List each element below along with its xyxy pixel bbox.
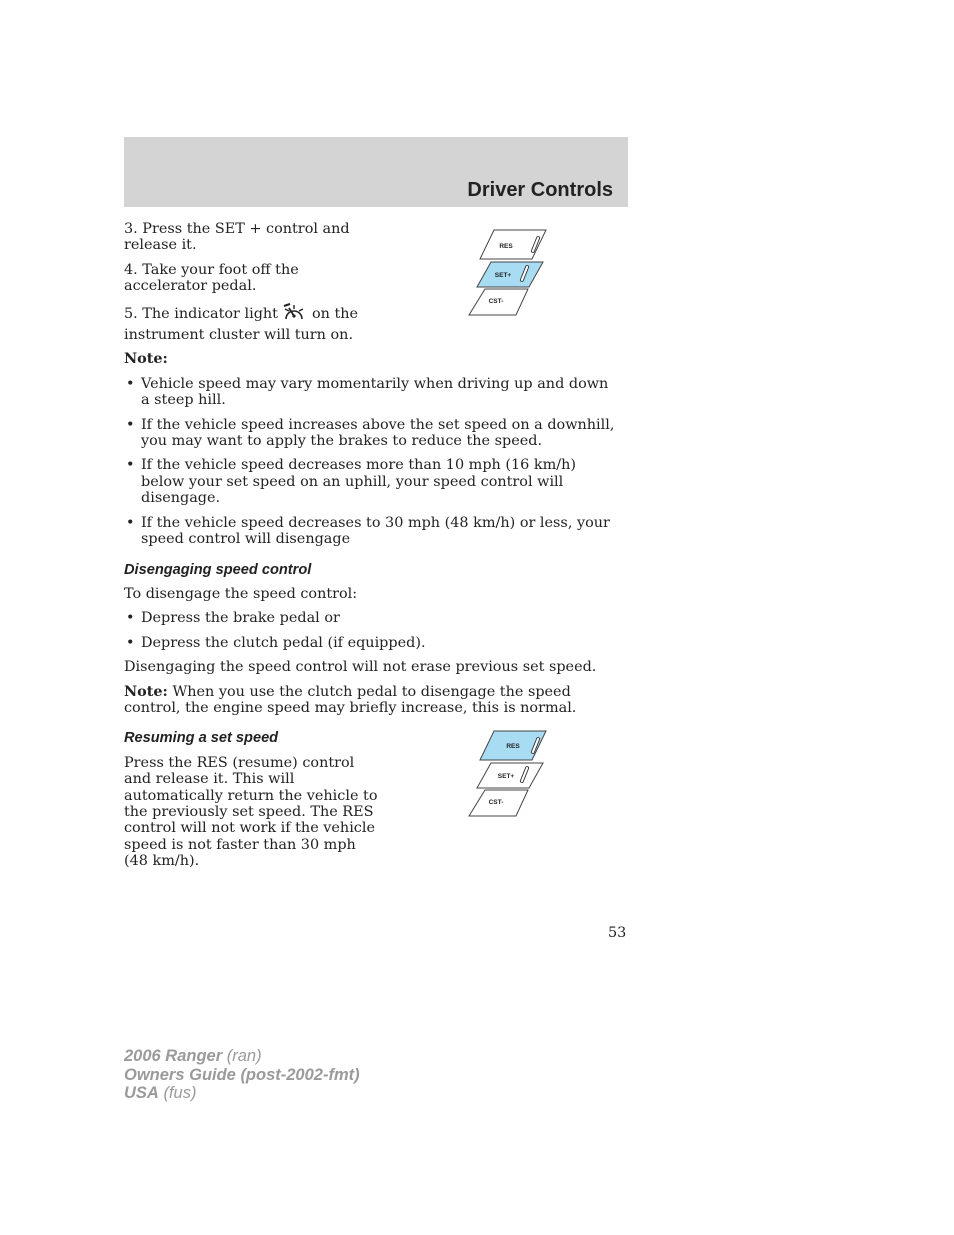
list-item: • If the vehicle speed increases above the set speed on a downhill, you may want to apply the brakes to reduce the speed. bbox=[126, 416, 615, 450]
step-3: 3. Press the SET + control and release it. bbox=[124, 221, 350, 254]
list-item: • If the vehicle speed decreases more than 10 mph (16 km/h) below your set speed on an uphill, your speed control will disengage. bbox=[126, 457, 576, 507]
disengage-heading: Disengaging speed control bbox=[124, 561, 312, 578]
page-content bbox=[124, 221, 620, 878]
list-item: • Vehicle speed may vary momentarily when driving up and down a steep hill. bbox=[126, 375, 609, 409]
list-item: • If the vehicle speed decreases to 30 mph (48 km/h) or less, your speed control will disengage bbox=[126, 514, 610, 548]
note-bullet-list bbox=[124, 376, 620, 548]
note-label: Note: bbox=[124, 350, 168, 368]
footer-line-market: USA (fus) bbox=[124, 1084, 197, 1103]
clutch-note-label: Note: bbox=[124, 682, 168, 700]
header-band bbox=[124, 137, 628, 207]
step-5-text-before: 5. The indicator light bbox=[124, 305, 278, 322]
clutch-note bbox=[124, 684, 620, 717]
resume-text: Press the RES (resume) control and release it. This will automatically return the vehicle to the previously set speed. The RES control will not work if the vehicle speed is not faster than 30 mph (48 km/h). bbox=[124, 754, 378, 870]
disengage-bullet-list bbox=[124, 610, 620, 651]
list-item: • Depress the brake pedal or bbox=[126, 610, 340, 627]
resume-heading: Resuming a set speed bbox=[124, 730, 279, 747]
set-button-label: SET+ bbox=[497, 773, 515, 780]
disengage-erase-note: Disengaging the speed control will not erase previous set speed. bbox=[124, 659, 597, 676]
cst-button-label: CST- bbox=[488, 799, 504, 806]
footer bbox=[124, 1047, 360, 1103]
set-button-label: SET+ bbox=[494, 272, 512, 279]
footer-line-guide: Owners Guide (post-2002-fmt) bbox=[124, 1065, 360, 1084]
section-title: Driver Controls bbox=[467, 179, 613, 201]
res-button-label: RES bbox=[506, 743, 520, 750]
footer-line-model: 2006 Ranger (ran) bbox=[124, 1047, 262, 1065]
step-4: 4. Take your foot off the accelerator pedal. bbox=[124, 261, 299, 295]
disengage-intro: To disengage the speed control: bbox=[124, 585, 358, 602]
page-number: 53 bbox=[608, 925, 627, 941]
speed-control-indicator-icon bbox=[282, 303, 306, 327]
step-5 bbox=[124, 303, 384, 344]
cst-button-label: CST- bbox=[488, 298, 504, 305]
step-5-text-after: on the instrument cluster will turn on. bbox=[124, 305, 359, 344]
list-item: • Depress the clutch pedal (if equipped). bbox=[126, 634, 426, 651]
res-button-label: RES bbox=[499, 243, 513, 250]
clutch-note-text: When you use the clutch pedal to disengage the speed control, the engine speed may briefly increase, this is normal. bbox=[124, 683, 577, 716]
